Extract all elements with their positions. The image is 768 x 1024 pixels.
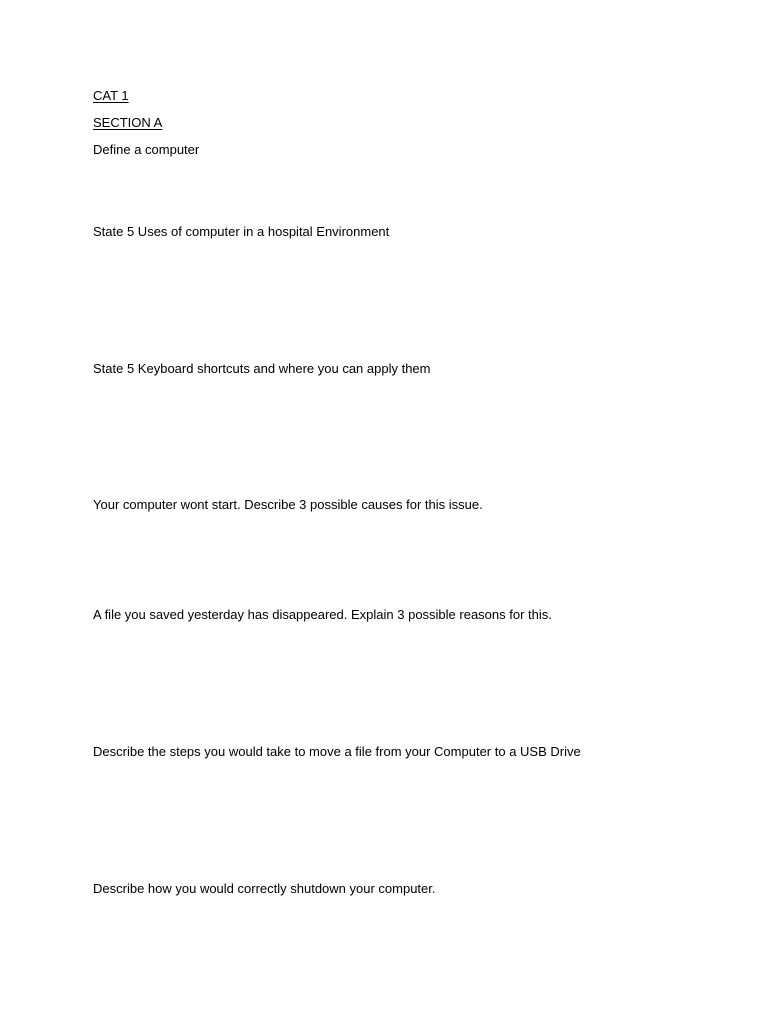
question-2: State 5 Uses of computer in a hospital Environment bbox=[93, 224, 390, 239]
question-1: Define a computer bbox=[93, 142, 200, 157]
cat-heading: CAT 1 bbox=[93, 88, 129, 103]
question-6: Describe the steps you would take to move a file from your Computer to a USB Drive bbox=[93, 744, 581, 759]
question-7: Describe how you would correctly shutdown your computer. bbox=[93, 881, 436, 896]
section-heading: SECTION A bbox=[93, 115, 163, 130]
question-4: Your computer wont start. Describe 3 possible causes for this issue. bbox=[93, 497, 483, 512]
question-3: State 5 Keyboard shortcuts and where you can apply them bbox=[93, 361, 431, 376]
question-5: A file you saved yesterday has disappeared. Explain 3 possible reasons for this. bbox=[93, 607, 552, 622]
